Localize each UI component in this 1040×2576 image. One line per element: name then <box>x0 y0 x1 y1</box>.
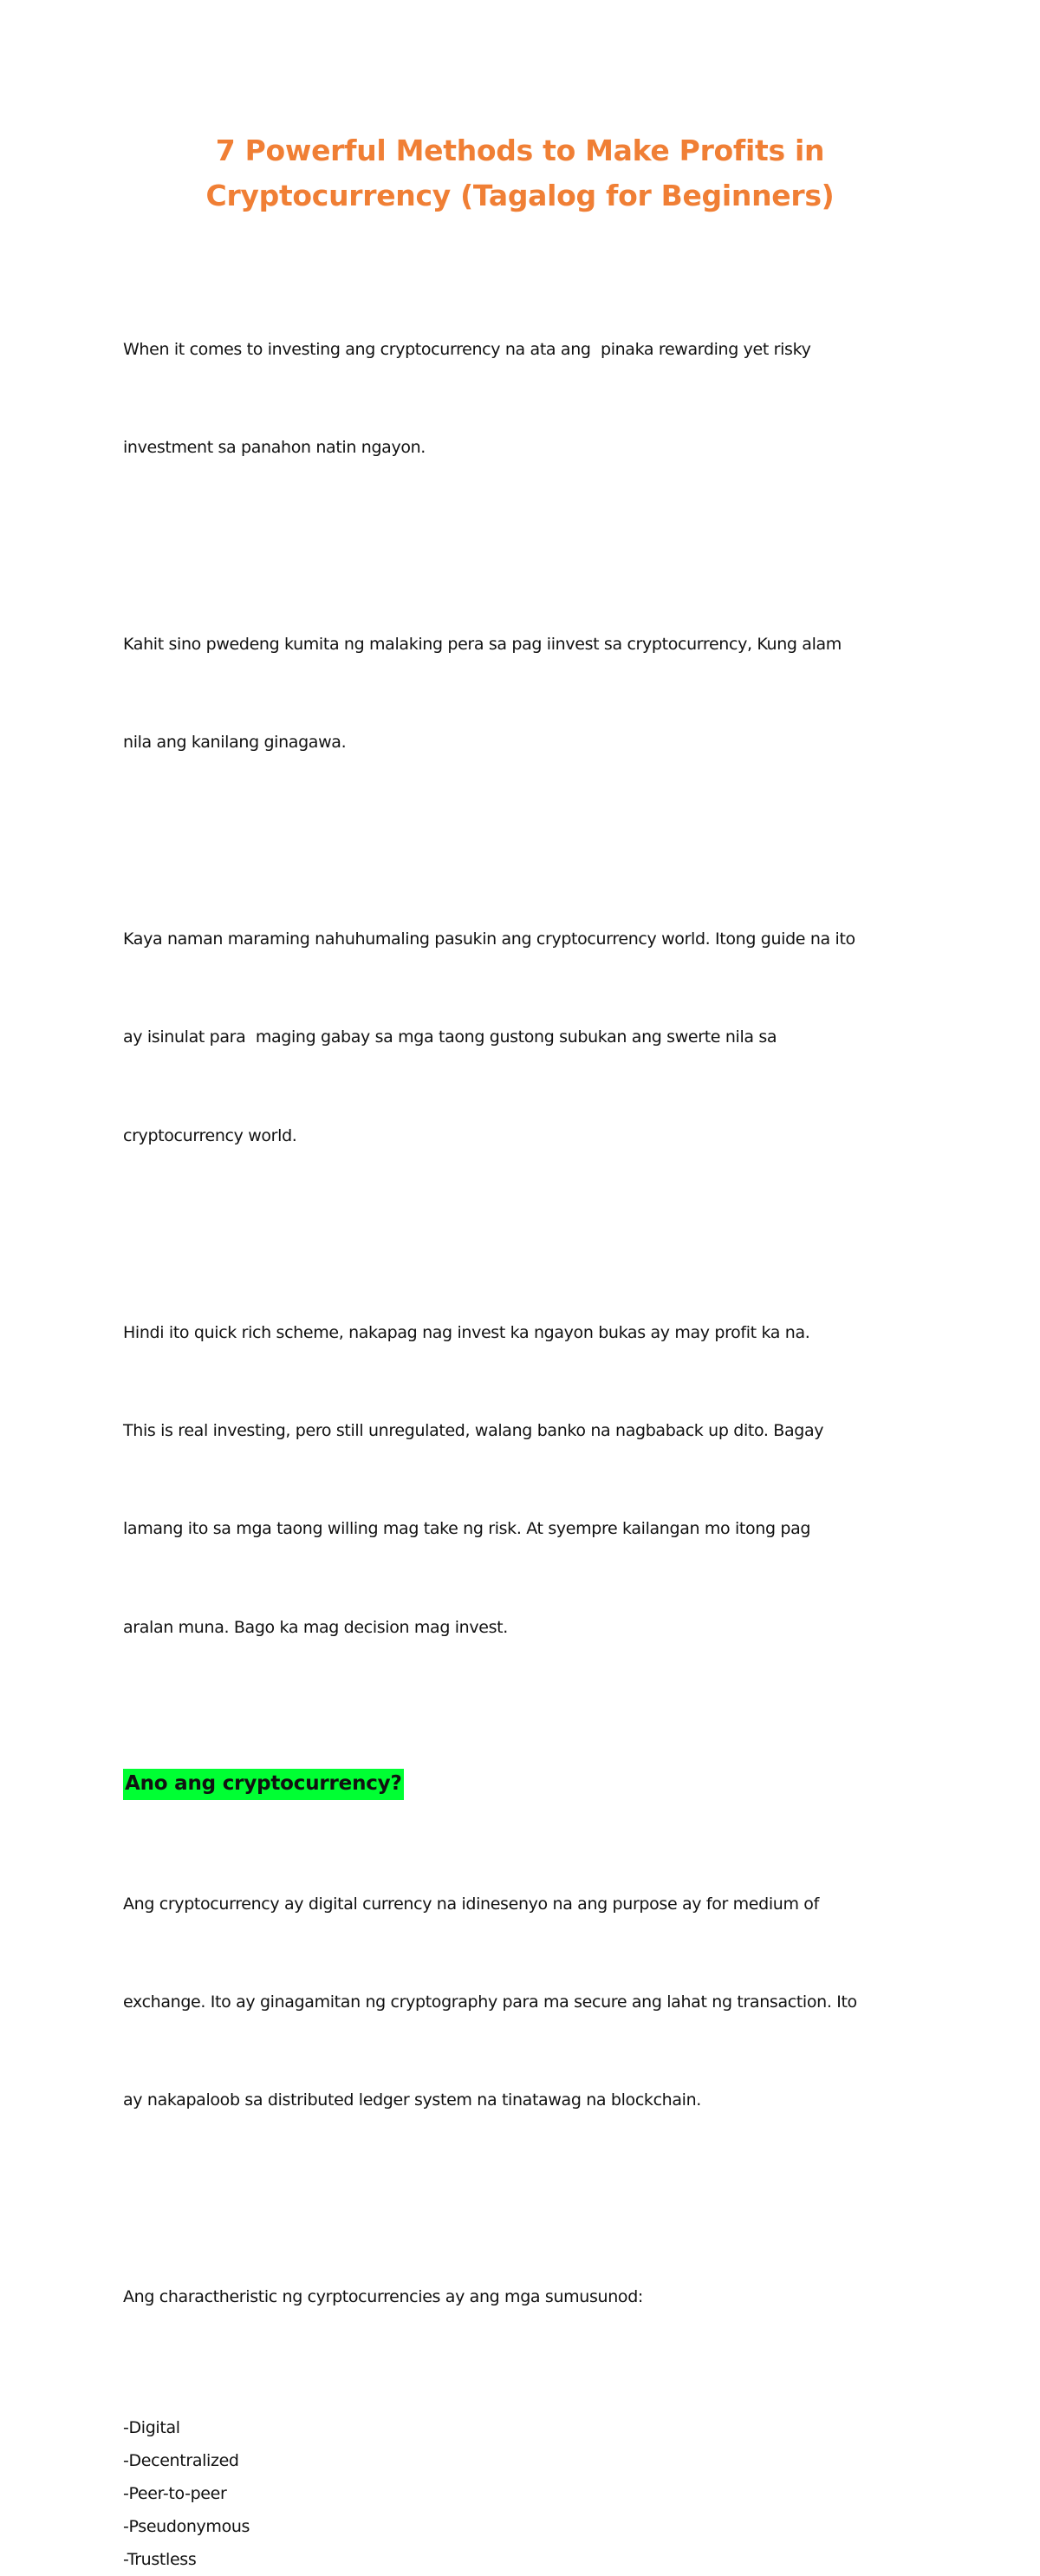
section-paragraph-line-1: Ang cryptocurrency ay digital currency na idinesenyo na ang purpose ay for medium of <box>123 1894 819 1914</box>
section-heading: Ano ang cryptocurrency? <box>123 1769 404 1800</box>
intro-paragraph-4-line-4: aralan muna. Bago ka mag decision mag invest. <box>123 1617 508 1637</box>
list-item: -Pseudonymous <box>123 2516 250 2536</box>
paragraph-gap <box>123 2183 929 2216</box>
title-line-2: Cryptocurrency (Tagalog for Beginners) <box>205 179 835 212</box>
intro-paragraph-4-line-2: This is real investing, pero still unregulated, walang banko na nagbaback up dito. Bagay <box>123 1420 824 1440</box>
section-gap <box>123 1710 929 1769</box>
paragraph-gap <box>123 530 929 563</box>
intro-paragraph-3-line-3: cryptocurrency world. <box>123 1125 297 1145</box>
document-body <box>123 268 929 2576</box>
section-heading-wrapper <box>123 1769 929 1803</box>
intro-paragraph-1-line-1: When it comes to investing ang cryptocurrency na ata ang pinaka rewarding yet risky <box>123 339 811 359</box>
intro-paragraph-4-line-3: lamang ito sa mga taong willing mag take ng risk. At syempre kailangan mo itong pag <box>123 1519 811 1539</box>
paragraph-gap <box>123 825 929 858</box>
document-title <box>0 128 1040 218</box>
intro-paragraph-3 <box>123 858 929 1218</box>
characteristics-intro-line: Ang charactheristic ng cyrptocurrencies ay ang mga sumusunod: <box>123 2287 643 2307</box>
paragraph-gap <box>123 1218 929 1251</box>
intro-paragraph-1 <box>123 268 929 530</box>
intro-paragraph-3-line-2: ay isinulat para maging gabay sa mga taong gustong subukan ang swerte nila sa <box>123 1027 777 1047</box>
list-item: -Decentralized <box>123 2451 239 2471</box>
section-paragraph <box>123 1823 929 2183</box>
section-paragraph-line-2: exchange. Ito ay ginagamitan ng cryptography para ma secure ang lahat ng transaction. Ito <box>123 1992 857 2012</box>
characteristics-list <box>123 2412 929 2576</box>
title-line-1: 7 Powerful Methods to Make Profits in <box>215 134 825 167</box>
intro-paragraph-1-line-2: investment sa panahon natin ngayon. <box>123 437 426 457</box>
paragraph-gap <box>123 2380 929 2413</box>
intro-paragraph-2 <box>123 563 929 825</box>
intro-paragraph-4 <box>123 1251 929 1710</box>
list-item: -Peer-to-peer <box>123 2484 227 2503</box>
list-item: -Digital <box>123 2418 180 2438</box>
intro-paragraph-4-line-1: Hindi ito quick rich scheme, nakapag nag invest ka ngayon bukas ay may profit ka na. <box>123 1322 810 1342</box>
intro-paragraph-3-line-1: Kaya naman maraming nahuhumaling pasukin ang cryptocurrency world. Itong guide na ito <box>123 929 855 949</box>
intro-paragraph-2-line-2: nila ang kanilang ginagawa. <box>123 733 347 753</box>
characteristics-intro <box>123 2216 929 2380</box>
list-item: -Trustless <box>123 2549 197 2569</box>
intro-paragraph-2-line-1: Kahit sino pwedeng kumita ng malaking pera sa pag iinvest sa cryptocurrency, Kung alam <box>123 634 842 654</box>
section-paragraph-line-3: ay nakapaloob sa distributed ledger system na tinatawag na blockchain. <box>123 2090 701 2110</box>
